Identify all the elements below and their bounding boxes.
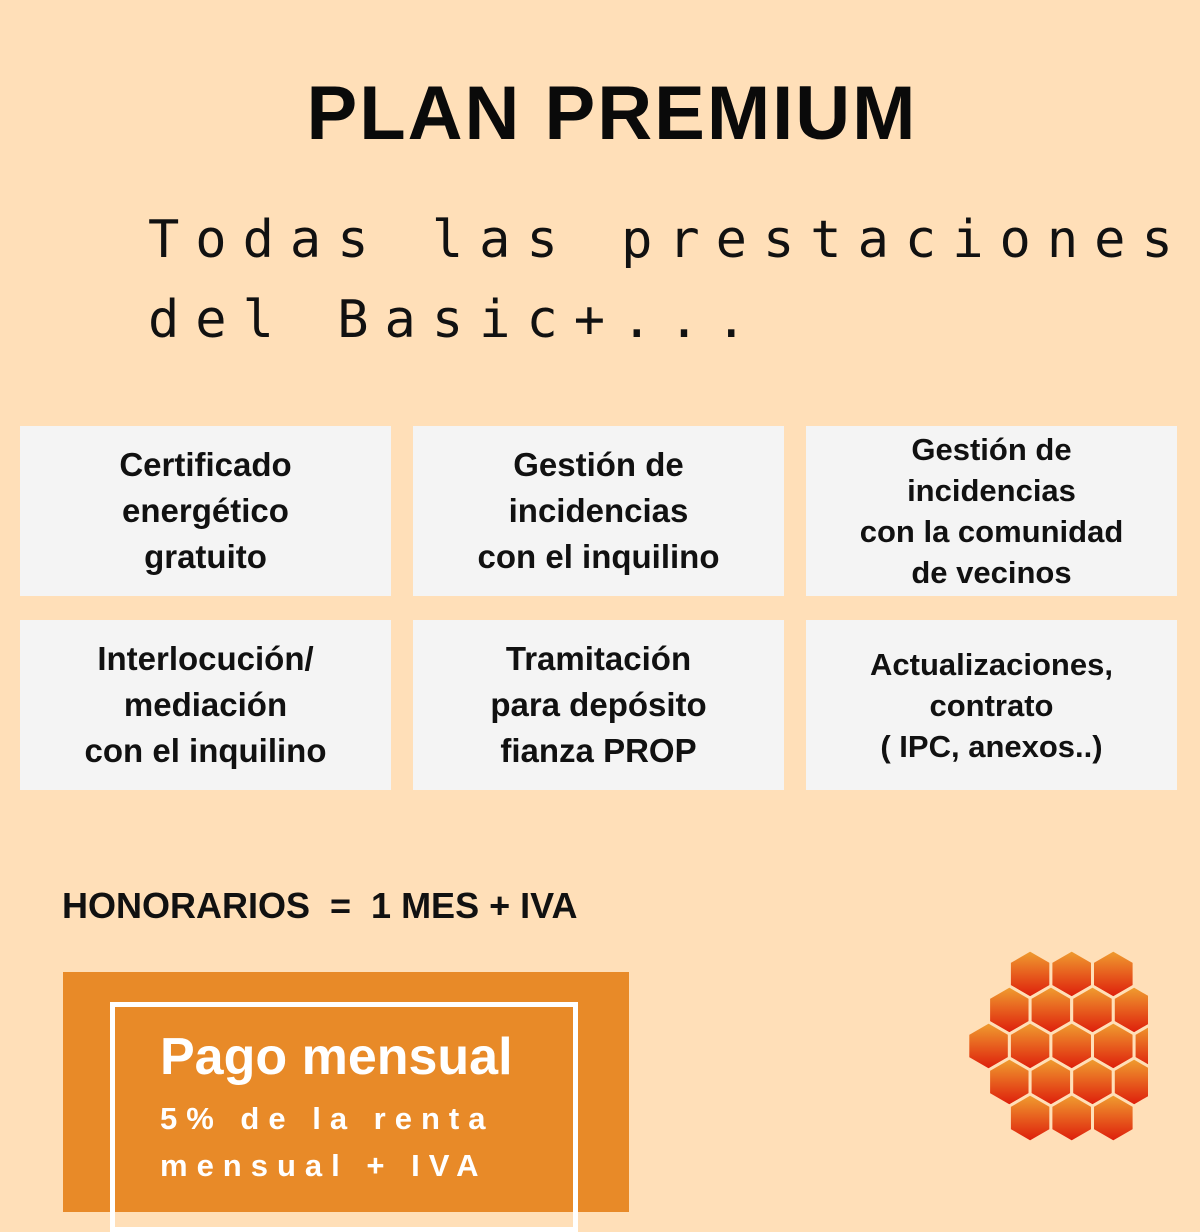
- feature-card-tenant-mediation: [20, 620, 391, 790]
- feature-card-energy-certificate: [20, 426, 391, 596]
- feature-label: Actualizaciones, contrato ( IPC, anexos..): [870, 646, 1113, 764]
- feature-card-tenant-incidents: [413, 426, 784, 596]
- feature-label: Interlocución/ mediación con el inquilino: [84, 640, 327, 769]
- page-title: PLAN PREMIUM: [306, 71, 918, 156]
- monthly-payment-box: [63, 972, 629, 1212]
- honeycomb-cell: [1009, 1094, 1051, 1142]
- feature-card-deposit-processing: [413, 620, 784, 790]
- feature-label: Certificado energético gratuito: [119, 446, 292, 575]
- honeycomb-cell: [1093, 1094, 1135, 1142]
- feature-label: Gestión de incidencias con el inquilino: [477, 446, 720, 575]
- honeycomb-logo-icon: [926, 948, 1148, 1158]
- monthly-payment-line-2: mensual + IVA: [160, 1148, 488, 1183]
- feature-card-community-incidents: [806, 426, 1177, 596]
- monthly-payment-title: Pago mensual: [160, 1028, 513, 1086]
- features-grid: [20, 426, 1178, 791]
- monthly-payment-line-1: 5% de la renta: [160, 1101, 495, 1136]
- feature-card-contract-updates: [806, 620, 1177, 790]
- subtitle-line-2: del Basic+...: [148, 290, 763, 350]
- monthly-payment-detail: [160, 1095, 494, 1189]
- feature-label: Gestión de incidencias con la comunidad de vecinos: [859, 432, 1124, 590]
- honeycomb-cell: [1051, 1094, 1093, 1142]
- feature-label: Tramitación para depósito fianza PROP: [490, 640, 707, 769]
- fees-text: HONORARIOS = 1 MES + IVA: [62, 885, 578, 926]
- subtitle: [148, 200, 1189, 360]
- subtitle-line-1: Todas las prestaciones: [148, 210, 1189, 270]
- monthly-payment-frame: [110, 1002, 578, 1232]
